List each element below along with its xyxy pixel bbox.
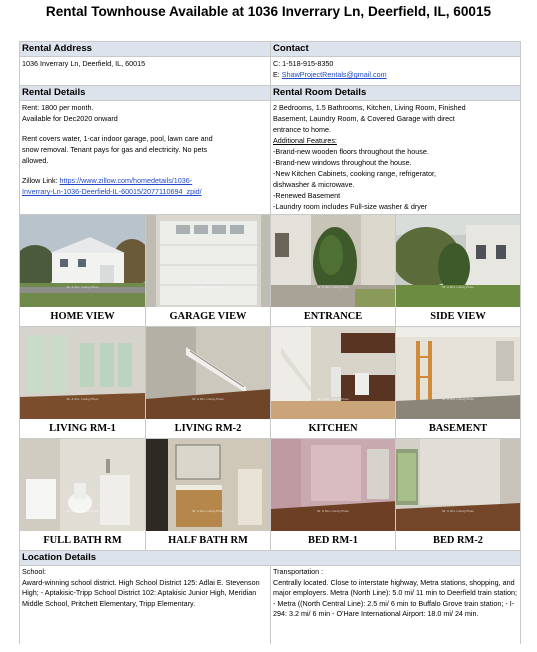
covers-line: allowed. <box>22 156 49 165</box>
photo-caption: SIDE VIEW <box>430 311 486 322</box>
covers-line: snow removal. Tenant pays for gas and electricity. No pets <box>22 145 208 154</box>
room-summary-line: Basement, Laundry Room, & Covered Garage with direct <box>273 114 455 123</box>
location-header: Location Details <box>20 550 520 566</box>
kitchen-photo-icon: Mr. & Mrs. Listing Photo <box>271 327 395 419</box>
bedroom-photo-icon: Mr. & Mrs. Listing Photo <box>271 439 395 531</box>
photo-caption: HALF BATH RM <box>168 535 248 546</box>
rental-details-cell <box>20 85 270 214</box>
room-details-cell <box>270 85 520 214</box>
listing-sheet <box>19 41 521 644</box>
photo-bed-rm-1[interactable] <box>270 438 395 550</box>
address-contact-row <box>20 41 520 85</box>
room-details-header: Rental Room Details <box>271 85 520 101</box>
details-row <box>20 85 520 214</box>
contact-cell <box>270 41 520 85</box>
photo-kitchen[interactable] <box>270 326 395 438</box>
side-view-photo-icon: Mr. & Mrs. Listing Photo <box>396 215 520 307</box>
bedroom-photo-icon: Mr. & Mrs. Listing Photo <box>396 439 520 531</box>
photo-caption: BED RM-2 <box>433 535 483 546</box>
photo-caption: ENTRANCE <box>303 311 363 322</box>
location-section <box>20 550 520 644</box>
bathroom-photo-icon: Mr. & Mrs. Listing Photo <box>20 439 145 531</box>
photo-caption: FULL BATH RM <box>43 535 122 546</box>
zillow-link-cont[interactable]: Inverrary-Ln-1036-Deerfield-IL-60015/2077110694_zpid/ <box>22 187 202 196</box>
contact-email-line <box>273 69 518 80</box>
available-text: Available for Dec2020 onward <box>22 114 118 123</box>
rent-text: Rent: 1800 per month. <box>22 103 94 112</box>
contact-email-link[interactable]: ShawProjectRentals@gmail.com <box>281 70 387 79</box>
photo-caption: BED RM-1 <box>308 535 358 546</box>
photo-grid <box>20 214 520 550</box>
zillow-label: Zillow Link: <box>22 176 60 185</box>
rental-details-header: Rental Details <box>20 85 270 101</box>
photo-living-rm-2[interactable] <box>145 326 270 438</box>
photo-caption: LIVING RM-1 <box>49 423 116 434</box>
room-summary-line: 2 Bedrooms, 1.5 Bathrooms, Kitchen, Living Room, Finished <box>273 103 466 112</box>
bathroom-photo-icon: Mr. & Mrs. Listing Photo <box>146 439 270 531</box>
feature-item: dishwasher & microwave. <box>273 180 355 189</box>
address-text: 1036 Inverrary Ln, Deerfield, IL, 60015 <box>22 59 146 68</box>
school-cell <box>20 566 270 644</box>
photo-living-rm-1[interactable] <box>20 326 145 438</box>
transport-text: Centrally located. Close to interstate highway, Metra stations, shopping, and major employers. Metra (North Line): 5.0 mi/ 11 min to Deerfield train station; - Metra ((North Central Line): 2.5 mi/ 6 min to Buffalo Grove train station; - I-294: 3.2 mi/ 6 min - O'Hare International Airport: 18.0 mi/ 24 min. <box>273 577 517 618</box>
feature-item: -Brand-new windows throughout the house. <box>273 158 412 167</box>
zillow-line <box>22 175 268 186</box>
photo-caption: HOME VIEW <box>50 311 115 322</box>
photo-side-view[interactable] <box>395 214 520 326</box>
basement-photo-icon: Mr. & Mrs. Listing Photo <box>396 327 520 419</box>
contact-phone: C: 1-518-915-8350 <box>273 59 334 68</box>
photo-home-view[interactable] <box>20 214 145 326</box>
photo-half-bath[interactable] <box>145 438 270 550</box>
school-label: School: <box>22 567 46 576</box>
address-cell <box>20 41 270 85</box>
garage-photo-icon: Mr. & Mrs. Listing Photo <box>146 215 270 307</box>
feature-item: -New Kitchen Cabinets, cooking range, refrigerator, <box>273 169 436 178</box>
room-summary-line: entrance to home. <box>273 125 331 134</box>
photo-entrance[interactable] <box>270 214 395 326</box>
photo-garage-view[interactable] <box>145 214 270 326</box>
photo-caption: LIVING RM-2 <box>174 423 242 434</box>
living-room-photo-icon: Mr. & Mrs. Listing Photo <box>20 327 145 419</box>
zillow-link[interactable]: https://www.zillow.com/homedetails/1036- <box>59 176 193 185</box>
address-header: Rental Address <box>20 41 270 57</box>
school-text: Award-winning school district. High School District 125: Adlai E. Stevenson High; - Aptakisic-Tripp School District 102: Aptakisic Junior High, Meridian Middle School, Pritchett Elementary, Tripp Elementary. <box>22 577 260 608</box>
photo-caption: KITCHEN <box>308 423 358 434</box>
living-room-photo-icon: Mr. & Mrs. Listing Photo <box>146 327 270 419</box>
transport-label: Transportation : <box>273 567 324 576</box>
covers-line: Rent covers water, 1-car indoor garage, pool, lawn care and <box>22 134 213 143</box>
feature-item: -Laundry room includes Full-size washer & dryer <box>273 202 428 211</box>
photo-caption: BASEMENT <box>428 423 488 434</box>
page-title: Rental Townhouse Available at 1036 Inverrary Ln, Deerfield, IL, 60015 <box>45 4 492 19</box>
entrance-photo-icon: Mr. & Mrs. Listing Photo <box>271 215 395 307</box>
email-prefix: E: <box>273 70 282 79</box>
feature-item: -Renewed Basement <box>273 191 341 200</box>
transport-cell <box>270 566 520 644</box>
house-photo-icon: Mr. & Mrs. Listing Photo <box>20 215 145 307</box>
photo-basement[interactable] <box>395 326 520 438</box>
photo-full-bath[interactable] <box>20 438 145 550</box>
photo-bed-rm-2[interactable] <box>395 438 520 550</box>
features-label: Additional Features: <box>273 136 337 145</box>
photo-caption: GARAGE VIEW <box>169 311 247 322</box>
feature-item: -Brand-new wooden floors throughout the house. <box>273 147 429 156</box>
contact-header: Contact <box>271 41 520 57</box>
